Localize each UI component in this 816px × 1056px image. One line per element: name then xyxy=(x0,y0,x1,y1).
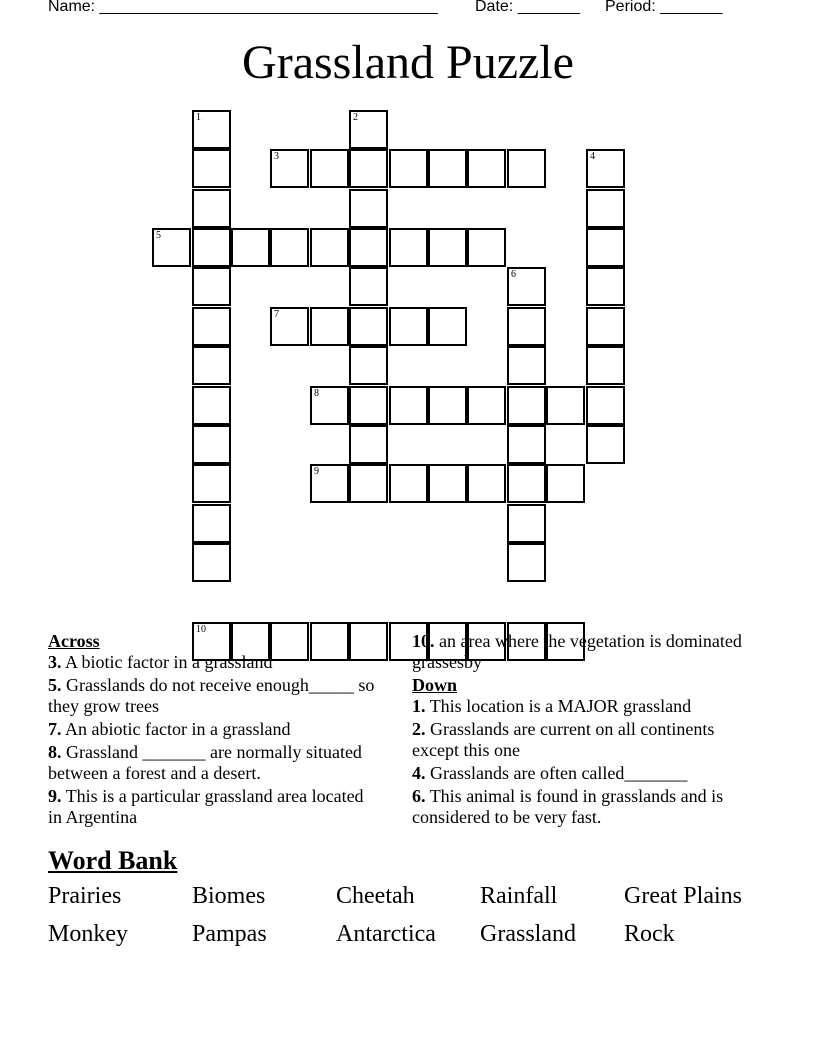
crossword-cell[interactable] xyxy=(310,149,349,188)
word-bank-word: Biomes xyxy=(192,883,266,909)
crossword-cell[interactable] xyxy=(428,464,467,503)
crossword-cell[interactable] xyxy=(192,267,231,306)
period-field-label: Period: _______ xyxy=(605,0,723,15)
down-clue-4: 4. Grasslands are often called_______ xyxy=(412,763,688,783)
crossword-cell[interactable] xyxy=(310,228,349,267)
crossword-cell[interactable] xyxy=(389,307,428,346)
crossword-cell[interactable] xyxy=(507,307,546,346)
down-heading: Down xyxy=(412,675,458,695)
crossword-cell[interactable] xyxy=(507,149,546,188)
crossword-cell[interactable] xyxy=(389,149,428,188)
crossword-cell[interactable] xyxy=(586,189,625,228)
down-clue-6: 6. This animal is found in grasslands and is considered to be very fast. xyxy=(412,786,724,827)
crossword-cell[interactable] xyxy=(428,307,467,346)
crossword-cell[interactable] xyxy=(192,386,231,425)
crossword-cell[interactable] xyxy=(310,386,349,425)
crossword-cell[interactable] xyxy=(349,386,388,425)
crossword-cell[interactable] xyxy=(507,464,546,503)
crossword-cell[interactable] xyxy=(586,386,625,425)
crossword-cell[interactable] xyxy=(192,228,231,267)
crossword-cell[interactable] xyxy=(192,307,231,346)
word-bank-word: Rock xyxy=(624,921,675,947)
clue-number: 9 xyxy=(314,466,319,477)
across-clue-10: 10. an area where the vegetation is dominated grassesby xyxy=(412,631,742,672)
crossword-cell[interactable] xyxy=(310,464,349,503)
crossword-cell[interactable] xyxy=(192,543,231,582)
clue-number: 4 xyxy=(590,151,595,162)
crossword-cell[interactable] xyxy=(152,228,191,267)
date-field-label: Date: _______ xyxy=(475,0,580,15)
down-clue-1: 1. This location is a MAJOR grassland xyxy=(412,696,692,716)
crossword-cell[interactable] xyxy=(349,425,388,464)
clue-number: 1 xyxy=(196,112,201,123)
word-bank-word: Cheetah xyxy=(336,883,415,909)
crossword-cell[interactable] xyxy=(349,110,388,149)
clue-number: 5 xyxy=(156,230,161,241)
crossword-cell[interactable] xyxy=(349,189,388,228)
word-bank-word: Prairies xyxy=(48,883,122,909)
word-bank-word: Monkey xyxy=(48,921,128,947)
crossword-cell[interactable] xyxy=(192,149,231,188)
crossword-cell[interactable] xyxy=(192,189,231,228)
crossword-cell[interactable] xyxy=(192,346,231,385)
crossword-cell[interactable] xyxy=(586,267,625,306)
crossword-cell[interactable] xyxy=(389,386,428,425)
crossword-cell[interactable] xyxy=(349,228,388,267)
across-clue-7: 7. An abiotic factor in a grassland xyxy=(48,719,291,739)
across-clues xyxy=(48,631,378,830)
crossword-cell[interactable] xyxy=(310,307,349,346)
crossword-cell[interactable] xyxy=(349,307,388,346)
crossword-cell[interactable] xyxy=(507,346,546,385)
crossword-cell[interactable] xyxy=(586,228,625,267)
crossword-cell[interactable] xyxy=(349,464,388,503)
word-bank-word: Rainfall xyxy=(480,883,558,909)
crossword-cell[interactable] xyxy=(192,425,231,464)
across-clue-8: 8. Grassland _______ are normally situated between a forest and a desert. xyxy=(48,742,362,783)
clue-number: 2 xyxy=(353,112,358,123)
word-bank-title: Word Bank xyxy=(48,846,178,875)
clue-number: 7 xyxy=(274,309,279,320)
crossword-cell[interactable] xyxy=(428,228,467,267)
page-title: Grassland Puzzle xyxy=(242,36,574,89)
across-heading: Across xyxy=(48,631,100,651)
crossword-cell[interactable] xyxy=(507,425,546,464)
across-clue-9: 9. This is a particular grassland area located in Argentina xyxy=(48,786,364,827)
word-bank-word: Antarctica xyxy=(336,921,436,947)
crossword-cell[interactable] xyxy=(192,464,231,503)
crossword-cell[interactable] xyxy=(270,228,309,267)
down-clue-2: 2. Grasslands are current on all continents except this one xyxy=(412,719,715,760)
word-bank-word: Grassland xyxy=(480,921,576,947)
crossword-cell[interactable] xyxy=(349,149,388,188)
crossword-cell[interactable] xyxy=(467,228,506,267)
crossword-cell[interactable] xyxy=(467,464,506,503)
crossword-cell[interactable] xyxy=(270,149,309,188)
crossword-cell[interactable] xyxy=(507,504,546,543)
down-clues xyxy=(412,631,752,830)
crossword-cell[interactable] xyxy=(349,267,388,306)
crossword-cell[interactable] xyxy=(231,228,270,267)
crossword-cell[interactable] xyxy=(586,425,625,464)
crossword-cell[interactable] xyxy=(507,267,546,306)
clue-number: 3 xyxy=(274,151,279,162)
crossword-cell[interactable] xyxy=(586,307,625,346)
crossword-cell[interactable] xyxy=(586,346,625,385)
crossword-cell[interactable] xyxy=(507,386,546,425)
crossword-cell[interactable] xyxy=(428,386,467,425)
crossword-cell[interactable] xyxy=(270,307,309,346)
crossword-cell[interactable] xyxy=(467,149,506,188)
clue-number: 6 xyxy=(511,269,516,280)
word-bank-word: Great Plains xyxy=(624,883,742,909)
crossword-cell[interactable] xyxy=(428,149,467,188)
clue-number: 8 xyxy=(314,388,319,399)
crossword-cell[interactable] xyxy=(389,464,428,503)
word-bank-word: Pampas xyxy=(192,921,267,947)
clue-number: 10 xyxy=(196,624,206,635)
name-field-label: Name: ______________________________________ xyxy=(48,0,438,15)
crossword-cell[interactable] xyxy=(546,464,585,503)
crossword-cell[interactable] xyxy=(389,228,428,267)
crossword-cell[interactable] xyxy=(586,149,625,188)
crossword-cell[interactable] xyxy=(349,346,388,385)
crossword-cell[interactable] xyxy=(546,386,585,425)
crossword-cell[interactable] xyxy=(467,386,506,425)
crossword-cell[interactable] xyxy=(507,543,546,582)
crossword-cell[interactable] xyxy=(192,110,231,149)
across-clue-3: 3. A biotic factor in a grassland xyxy=(48,652,273,672)
across-clue-5: 5. Grasslands do not receive enough_____ so they grow trees xyxy=(48,675,375,716)
crossword-cell[interactable] xyxy=(192,504,231,543)
